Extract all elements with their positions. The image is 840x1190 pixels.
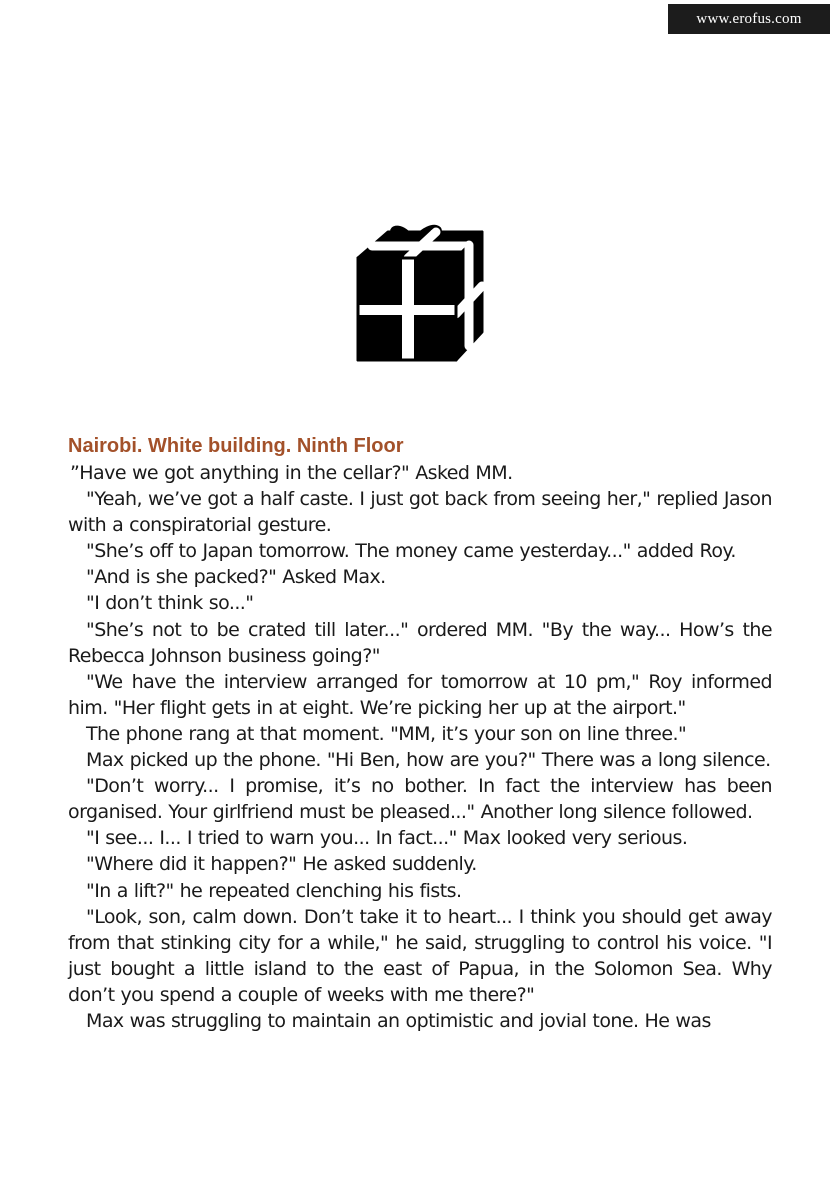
- story-text: [68, 432, 772, 1034]
- paragraph: Max was struggling to maintain an optimistic and jovial tone. He was: [86, 1009, 711, 1032]
- paragraph: "Don’t worry... I promise, it’s no bother. In fact the interview has been organised. Your girlfriend must be pleased..." Another long silence followed.: [68, 775, 772, 824]
- paragraph: "We have the interview arranged for tomorrow at 10 pm," Roy informed him. "Her flight gets in at eight. We’re picking her up at the airport.": [68, 670, 772, 719]
- paragraph: "She’s not to be crated till later..." ordered MM. "By the way... How’s the Rebecca Johnson business going?": [68, 618, 772, 667]
- chapter-heading: Nairobi. White building. Ninth Floor: [68, 435, 404, 457]
- paragraph: "Yeah, we’ve got a half caste. I just got back from seeing her," replied Jason with a conspiratorial gesture.: [68, 488, 772, 537]
- paragraph: "I don’t think so...": [86, 592, 254, 615]
- paragraph: "Where did it happen?" He asked suddenly.: [86, 853, 477, 876]
- paragraph: ”Have we got anything in the cellar?" Asked MM.: [70, 462, 513, 484]
- paragraph: "She’s off to Japan tomorrow. The money came yesterday..." added Roy.: [86, 540, 736, 563]
- paragraph: "Look, son, calm down. Don’t take it to heart... I think you should get away from that stinking city for a while," he said, struggling to control his voice. "I just bought a little island to the east of Papua, in the Solomon Sea. Why don’t you spend a couple of weeks with me there?": [68, 905, 772, 1006]
- paragraph: The phone rang at that moment. "MM, it’s your son on line three.": [86, 722, 687, 745]
- paragraph: "In a lift?" he repeated clenching his fists.: [86, 879, 462, 902]
- paragraph: "I see... I... I tried to warn you... In fact..." Max looked very serious.: [86, 827, 688, 850]
- paragraph: "And is she packed?" Asked Max.: [86, 566, 386, 589]
- gift-box-icon: [352, 218, 486, 364]
- watermark: www.erofus.com: [668, 4, 830, 34]
- paragraph: Max picked up the phone. "Hi Ben, how are you?" There was a long silence.: [86, 749, 771, 772]
